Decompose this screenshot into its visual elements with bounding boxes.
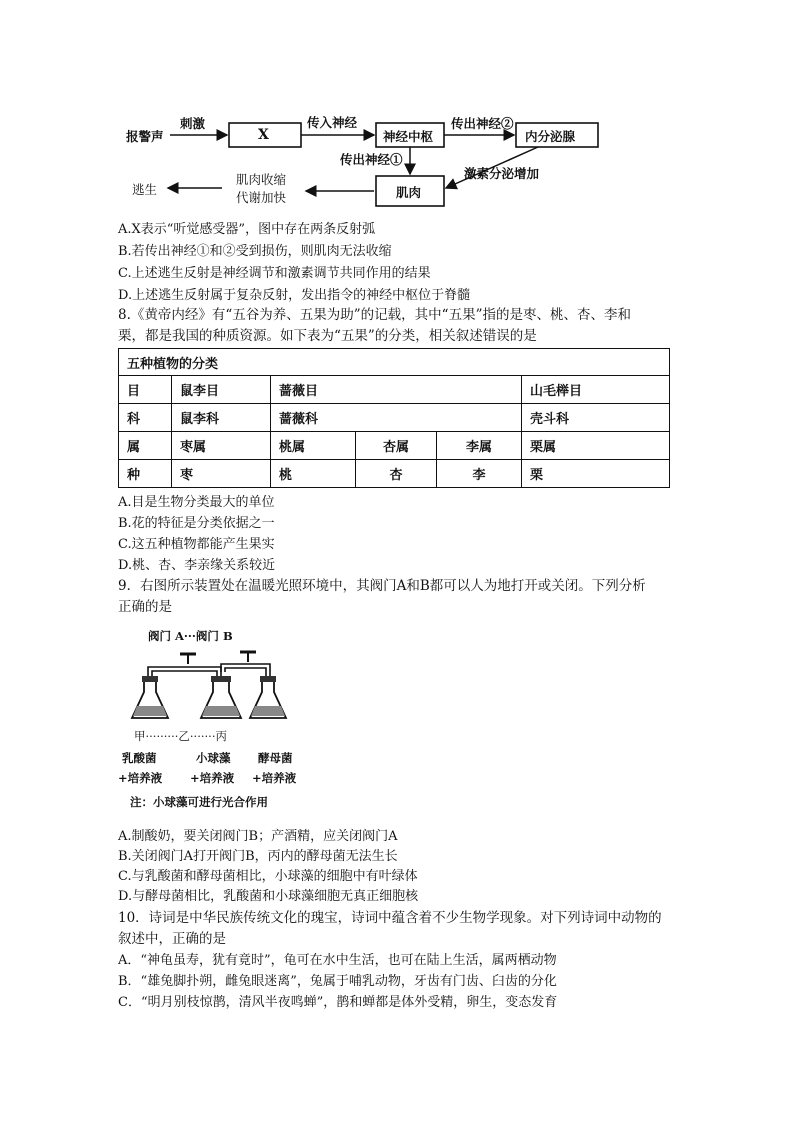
q8-stem-line2: 栗，都是我国的种质资源。如下表为“五果”的分类，相关叙述错误的是 bbox=[118, 328, 537, 344]
q8-stem-line1: 8.《黄帝内经》有“五谷为养、五果为助”的记载，其中“五果”指的是枣、桃、杏、李和 bbox=[118, 307, 631, 323]
receptor-box-x: X bbox=[258, 127, 269, 143]
q8-option-d: D.桃、杏、李亲缘关系较近 bbox=[118, 558, 276, 573]
flask3-medium: +培养液 bbox=[252, 771, 297, 785]
q10-option-a: A．“神龟虽寿，犹有竟时”，龟可在水中生活，也可在陆上生活，属两栖动物 bbox=[118, 953, 557, 968]
genus-cell-1: 枣属 bbox=[172, 432, 271, 460]
order-cell-3: 山毛榉目 bbox=[522, 376, 670, 404]
figure-note: 注：小球藻可进行光合作用 bbox=[130, 795, 268, 809]
table-row-order bbox=[119, 376, 670, 404]
flask3-label: 酵母菌 bbox=[258, 751, 293, 765]
apparatus-drawing bbox=[118, 622, 308, 822]
row-label-species: 种 bbox=[119, 460, 172, 488]
species-cell-5: 栗 bbox=[522, 460, 670, 488]
q10-stem-line1: 10．诗词是中华民族传统文化的瑰宝，诗词中蕴含着不少生物学现象。对下列诗词中动物的 bbox=[118, 910, 662, 926]
q8-option-a: A.目是生物分类最大的单位 bbox=[118, 495, 275, 510]
q9-stem-line2: 正确的是 bbox=[118, 599, 172, 615]
q8-option-c: C.这五种植物都能产生果实 bbox=[118, 537, 275, 552]
row-label-family: 科 bbox=[119, 404, 172, 432]
species-cell-2: 桃 bbox=[271, 460, 356, 488]
order-cell-1: 鼠李目 bbox=[172, 376, 271, 404]
genus-cell-4: 李属 bbox=[437, 432, 522, 460]
flask2-label: 小球藻 bbox=[196, 751, 231, 765]
escape-label: 逃生 bbox=[132, 182, 158, 197]
metabolism-label: 代谢加快 bbox=[236, 190, 287, 205]
species-cell-4: 李 bbox=[437, 460, 522, 488]
family-cell-3: 壳斗科 bbox=[522, 404, 670, 432]
family-cell-2: 蔷薇科 bbox=[271, 404, 522, 432]
q7-option-c: C.上述逃生反射是神经调节和激素调节共同作用的结果 bbox=[118, 266, 431, 281]
stimulus-arrow-label: 刺激 bbox=[180, 116, 206, 131]
q9-option-c: C.与乳酸菌和酵母菌相比，小球藻的细胞中有叶绿体 bbox=[118, 869, 418, 884]
table-row-species bbox=[119, 460, 670, 488]
muscle-box: 肌肉 bbox=[396, 185, 422, 200]
order-cell-2: 蔷薇目 bbox=[271, 376, 522, 404]
efferent-nerve-1-label: 传出神经① bbox=[340, 152, 403, 167]
apparatus-figure bbox=[118, 622, 308, 822]
plant-classification-table bbox=[118, 348, 670, 488]
q7-option-b: B.若传出神经①和②受到损伤，则肌肉无法收缩 bbox=[118, 244, 392, 259]
afferent-nerve-label: 传入神经 bbox=[307, 115, 358, 130]
row-label-order: 目 bbox=[119, 376, 172, 404]
flask1-medium: +培养液 bbox=[118, 771, 163, 785]
q10-option-c: C．“明月别枝惊鹊，清风半夜鸣蝉”，鹊和蝉都是体外受精，卵生，变态发育 bbox=[118, 995, 558, 1010]
q8-option-b: B.花的特征是分类依据之一 bbox=[118, 516, 275, 531]
flask1-label: 乳酸菌 bbox=[122, 751, 157, 765]
q9-option-d: D.与酵母菌相比，乳酸菌和小球藻细胞无真正细胞核 bbox=[118, 889, 419, 904]
q9-option-a: A.制酸奶，要关闭阀门B；产酒精，应关闭阀门A bbox=[118, 829, 398, 844]
efferent-nerve-2-label: 传出神经② bbox=[451, 116, 514, 131]
genus-cell-3: 杏属 bbox=[356, 432, 437, 460]
endocrine-gland-box: 内分泌腺 bbox=[525, 129, 576, 144]
muscle-contraction-label: 肌肉收缩 bbox=[236, 172, 287, 187]
family-cell-1: 鼠李科 bbox=[172, 404, 271, 432]
table-row-family bbox=[119, 404, 670, 432]
table-row-genus bbox=[119, 432, 670, 460]
q7-option-a: A.X表示“听觉感受器”，图中存在两条反射弧 bbox=[118, 222, 376, 237]
reflex-diagram bbox=[118, 108, 618, 218]
q9-option-b: B.关闭阀门A打开阀门B，丙内的酵母菌无法生长 bbox=[118, 849, 398, 864]
flask2-medium: +培养液 bbox=[190, 771, 235, 785]
valves-label: 阀门 A···阀门 B bbox=[148, 629, 233, 643]
nerve-center-box: 神经中枢 bbox=[383, 129, 434, 144]
genus-cell-5: 栗属 bbox=[522, 432, 670, 460]
q10-stem-line2: 叙述中，正确的是 bbox=[118, 931, 226, 947]
genus-cell-2: 桃属 bbox=[271, 432, 356, 460]
hormone-secretion-label: 激素分泌增加 bbox=[464, 166, 540, 181]
q9-stem-line1: 9．右图所示装置处在温暖光照环境中，其阀门A和B都可以人为地打开或关闭。下列分析 bbox=[118, 578, 646, 594]
table-title: 五种植物的分类 bbox=[119, 349, 670, 376]
species-cell-3: 杏 bbox=[356, 460, 437, 488]
stimulus-label: 报警声 bbox=[126, 129, 164, 144]
q10-option-b: B．“雄兔脚扑朔，雌兔眼迷离”，兔属于哺乳动物，牙齿有门齿、臼齿的分化 bbox=[118, 974, 557, 989]
species-cell-1: 枣 bbox=[172, 460, 271, 488]
q7-option-d: D.上述逃生反射属于复杂反射，发出指令的神经中枢位于脊髓 bbox=[118, 288, 471, 303]
row-label-genus: 属 bbox=[119, 432, 172, 460]
flask-positions-label: 甲·········乙·······丙 bbox=[134, 729, 227, 743]
